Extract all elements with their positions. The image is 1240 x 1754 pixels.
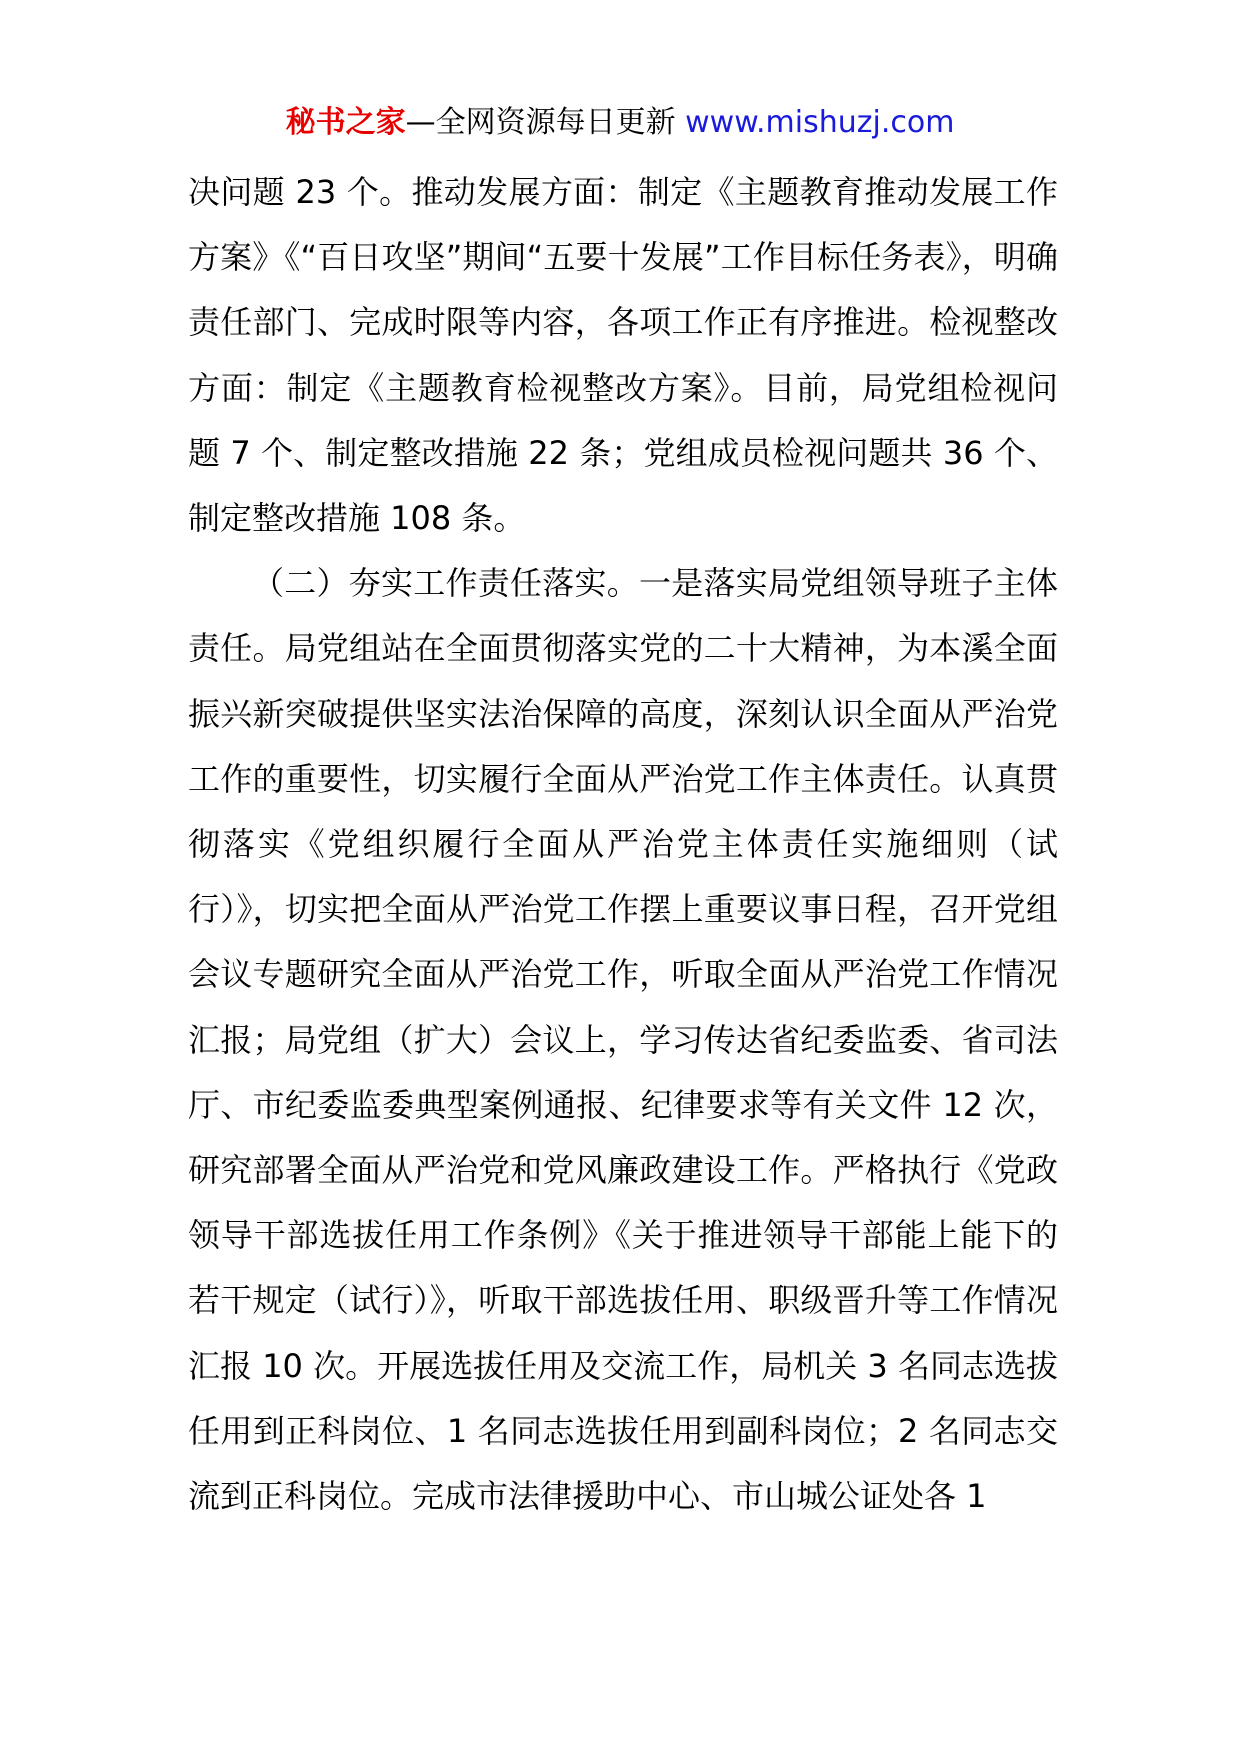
site-url-link[interactable]: www.mishuzj.com — [685, 105, 955, 140]
site-header — [0, 100, 1240, 146]
paragraph-continued: 决问题 23 个。推动发展方面：制定《主题教育推动发展工作方案》《“百日攻坚”期间“五要十发展”工作目标任务表》，明确责任部门、完成时限等内容，各项工作正有序推进。检视整改方面：制定《主题教育检视整改方案》。目前，局党组检视问题 7 个、制定整改措施 22 条；党组成员检视问题共 36 个、制定整改措施 108 条。 — [188, 173, 1058, 538]
brand-name: 秘书之家 — [285, 105, 406, 140]
header-tagline: —全网资源每日更新 — [405, 105, 676, 140]
document-body — [188, 160, 1058, 1529]
paragraph-section-two: （二）夯实工作责任落实。一是落实局党组领导班子主体责任。局党组站在全面贯彻落实党的二十大精神，为本溪全面振兴新突破提供坚实法治保障的高度，深刻认识全面从严治党工作的重要性，切实履行全面从严治党工作主体责任。认真贯彻落实《党组织履行全面从严治党主体责任实施细则（试行）》，切实把全面从严治党工作摆上重要议事日程，召开党组会议专题研究全面从严治党工作，听取全面从严治党工作情况汇报；局党组（扩大）会议上，学习传达省纪委监委、省司法厅、市纪委监委典型案例通报、纪律要求等有关文件 12 次，研究部署全面从严治党和党风廉政建设工作。严格执行《党政领导干部选拔任用工作条例》《关于推进领导干部能上能下的若干规定（试行）》，听取干部选拔任用、职级晋升等工作情况汇报 10 次。开展选拔任用及交流工作，局机关 3 名同志选拔任用到正科岗位、1 名同志选拔任用到副科岗位；2 名同志交流到正科岗位。完成市法律援助中心、市山城公证处各 1 — [188, 564, 1058, 1516]
